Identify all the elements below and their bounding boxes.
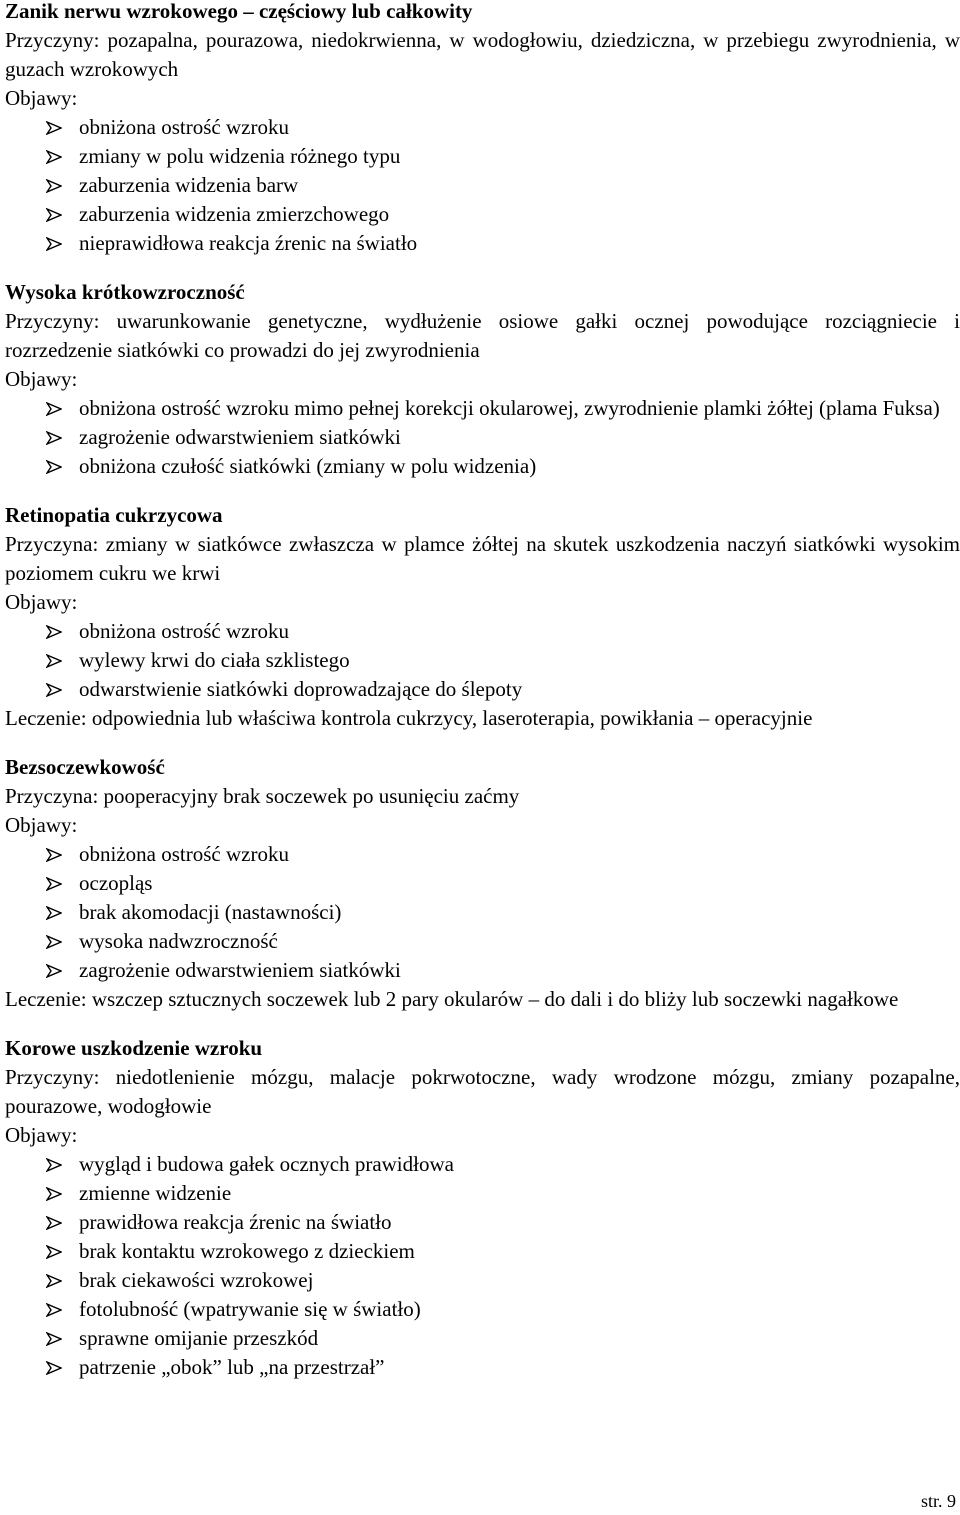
list-item-text: obniżona ostrość wzroku	[79, 115, 289, 139]
list-item	[5, 1237, 960, 1266]
list-item	[5, 142, 960, 171]
cause-text: Przyczyny: uwarunkowanie genetyczne, wydłużenie osiowe gałki ocznej powodujące rozciągniecie i rozrzedzenie siatkówki co prowadzi do jej zwyrodnienia	[5, 309, 960, 362]
list-item-text: patrzenie „obok” lub „na przestrzał”	[79, 1355, 385, 1379]
list-item	[5, 898, 960, 927]
list-item-text: oczopląs	[79, 871, 153, 895]
arrow-bullet-icon	[46, 1187, 62, 1201]
symptoms-label: Objawy:	[5, 367, 78, 391]
list-item	[5, 927, 960, 956]
list-item	[5, 1266, 960, 1295]
list-item-text: obniżona ostrość wzroku	[79, 842, 289, 866]
list-item	[5, 1208, 960, 1237]
list-item-text: sprawne omijanie przeszkód	[79, 1326, 319, 1350]
list-item-text: prawidłowa reakcja źrenic na światło	[79, 1210, 392, 1234]
treatment-text: Leczenie: odpowiednia lub właściwa kontrola cukrzycy, laseroterapia, powikłania – operacyjnie	[5, 706, 813, 730]
section-title: Bezsoczewkowość	[5, 755, 165, 779]
section-title: Retinopatia cukrzycowa	[5, 503, 223, 527]
list-item	[5, 646, 960, 675]
list-item-text: obniżona ostrość wzroku	[79, 619, 289, 643]
list-item	[5, 113, 960, 142]
list-item-text: fotolubność (wpatrywanie się w światło)	[79, 1297, 421, 1321]
list-item-text: obniżona czułość siatkówki (zmiany w polu widzenia)	[79, 454, 537, 478]
arrow-bullet-icon	[46, 1361, 62, 1375]
arrow-bullet-icon	[46, 935, 62, 949]
arrow-bullet-icon	[46, 683, 62, 697]
list-item-text: zmienne widzenie	[79, 1181, 232, 1205]
arrow-bullet-icon	[46, 460, 62, 474]
arrow-bullet-icon	[46, 964, 62, 978]
list-item	[5, 1179, 960, 1208]
arrow-bullet-icon	[46, 1245, 62, 1259]
symptoms-label: Objawy:	[5, 590, 78, 614]
list-item	[5, 1150, 960, 1179]
list-item-text: zaburzenia widzenia zmierzchowego	[79, 202, 390, 226]
arrow-bullet-icon	[46, 237, 62, 251]
list-item	[5, 1324, 960, 1353]
section-title: Korowe uszkodzenie wzroku	[5, 1036, 263, 1060]
section	[5, 753, 960, 1014]
page-number: str. 9	[920, 1491, 956, 1511]
arrow-bullet-icon	[46, 654, 62, 668]
cause-text: Przyczyny: niedotlenienie mózgu, malacje pokrwotoczne, wady wrodzone mózgu, zmiany pozapalne, pourazowe, wodogłowie	[5, 1065, 960, 1118]
arrow-bullet-icon	[46, 121, 62, 135]
list-item	[5, 840, 960, 869]
arrow-bullet-icon	[46, 1274, 62, 1288]
list-item-text: zmiany w polu widzenia różnego typu	[79, 144, 401, 168]
list-item	[5, 171, 960, 200]
list-item	[5, 617, 960, 646]
list-item-text: odwarstwienie siatkówki doprowadzające do ślepoty	[79, 677, 523, 701]
section	[5, 0, 960, 258]
section-title: Zanik nerwu wzrokowego – częściowy lub całkowity	[5, 0, 473, 23]
arrow-bullet-icon	[46, 1158, 62, 1172]
list-item-text: brak akomodacji (nastawności)	[79, 900, 342, 924]
symptoms-list	[5, 394, 960, 481]
section-title: Wysoka krótkowzroczność	[5, 280, 245, 304]
list-item	[5, 229, 960, 258]
arrow-bullet-icon	[46, 906, 62, 920]
arrow-bullet-icon	[46, 1216, 62, 1230]
arrow-bullet-icon	[46, 150, 62, 164]
section	[5, 501, 960, 733]
list-item-text: brak ciekawości wzrokowej	[79, 1268, 314, 1292]
list-item	[5, 675, 960, 704]
list-item-text: wylewy krwi do ciała szklistego	[79, 648, 350, 672]
symptoms-list	[5, 113, 960, 258]
list-item	[5, 423, 960, 452]
arrow-bullet-icon	[46, 625, 62, 639]
document-body	[5, 0, 960, 1382]
symptoms-label: Objawy:	[5, 813, 78, 837]
section	[5, 278, 960, 481]
symptoms-list	[5, 617, 960, 704]
list-item	[5, 956, 960, 985]
list-item-text: zagrożenie odwarstwieniem siatkówki	[79, 958, 401, 982]
arrow-bullet-icon	[46, 402, 62, 416]
symptoms-label: Objawy:	[5, 1123, 78, 1147]
arrow-bullet-icon	[46, 431, 62, 445]
list-item	[5, 394, 960, 423]
symptoms-label: Objawy:	[5, 86, 78, 110]
arrow-bullet-icon	[46, 848, 62, 862]
arrow-bullet-icon	[46, 1332, 62, 1346]
list-item-text: nieprawidłowa reakcja źrenic na światło	[79, 231, 418, 255]
list-item-text: brak kontaktu wzrokowego z dzieckiem	[79, 1239, 415, 1263]
arrow-bullet-icon	[46, 208, 62, 222]
arrow-bullet-icon	[46, 179, 62, 193]
cause-text: Przyczyna: pooperacyjny brak soczewek po usunięciu zaćmy	[5, 784, 520, 808]
treatment-text: Leczenie: wszczep sztucznych soczewek lub 2 pary okularów – do dali i do bliży lub soczewki nagałkowe	[5, 987, 899, 1011]
list-item-text: obniżona ostrość wzroku mimo pełnej korekcji okularowej, zwyrodnienie plamki żółtej (plama Fuksa)	[79, 396, 940, 420]
list-item-text: zaburzenia widzenia barw	[79, 173, 299, 197]
cause-text: Przyczyny: pozapalna, pourazowa, niedokrwienna, w wodogłowiu, dziedziczna, w przebiegu zwyrodnienia, w guzach wzrokowych	[5, 28, 960, 81]
list-item	[5, 452, 960, 481]
symptoms-list	[5, 840, 960, 985]
list-item	[5, 869, 960, 898]
arrow-bullet-icon	[46, 1303, 62, 1317]
list-item	[5, 200, 960, 229]
arrow-bullet-icon	[46, 877, 62, 891]
list-item	[5, 1353, 960, 1382]
list-item-text: wygląd i budowa gałek ocznych prawidłowa	[79, 1152, 454, 1176]
document-page	[5, 0, 960, 1402]
list-item-text: zagrożenie odwarstwieniem siatkówki	[79, 425, 401, 449]
section	[5, 1034, 960, 1382]
list-item-text: wysoka nadwzroczność	[79, 929, 278, 953]
list-item	[5, 1295, 960, 1324]
symptoms-list	[5, 1150, 960, 1382]
cause-text: Przyczyna: zmiany w siatkówce zwłaszcza w plamce żółtej na skutek uszkodzenia naczyń siatkówki wysokim poziomem cukru we krwi	[5, 532, 960, 585]
